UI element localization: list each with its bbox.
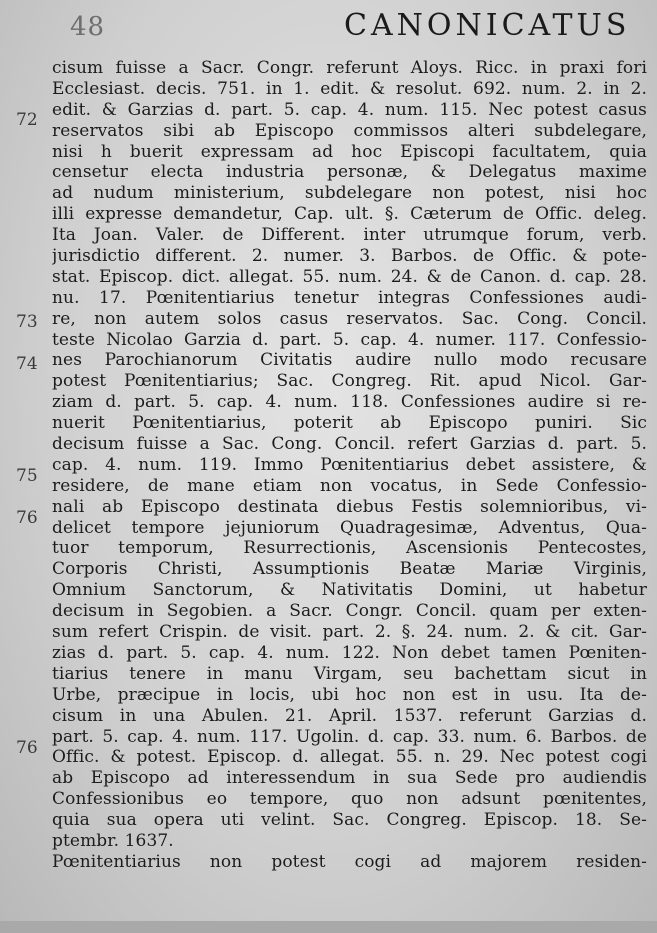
text-line: nes Parochianorum Civitatis audire nullo modo recusare bbox=[52, 350, 647, 371]
page-number: 48 bbox=[70, 12, 106, 42]
text-line: quia sua opera uti velint. Sac. Congreg. Episcop. 18. Se- bbox=[52, 810, 647, 831]
text-line: tuor temporum, Resurrectionis, Ascensionis Pentecostes, bbox=[52, 538, 647, 559]
text-line: residere, de mane etiam non vocatus, in Sede Confessio- bbox=[52, 475, 647, 496]
text-line: ziam d. part. 5. cap. 4. num. 118. Confessiones audire si re- bbox=[52, 392, 647, 413]
text-line: ad nudum ministerium, subdelegare non potest, nisi hoc bbox=[52, 183, 647, 204]
text-line: jurisdictio different. 2. numer. 3. Barbos. de Offic. & pote- bbox=[52, 246, 647, 267]
text-line: cisum fuisse a Sacr. Congr. referunt Aloys. Ricc. in praxi fori bbox=[52, 58, 647, 78]
text-line: nali ab Episcopo destinata diebus Festis solemnioribus, vi- bbox=[52, 496, 647, 517]
text-line: teste Nicolao Garzia d. part. 5. cap. 4. numer. 117. Confessio- bbox=[52, 329, 647, 350]
text-line: nuerit Pœnitentiarius, poterit ab Episcopo puniri. Sic bbox=[52, 413, 647, 434]
text-line: stat. Episcop. dict. allegat. 55. num. 24. & de Canon. d. cap. 28. bbox=[52, 266, 647, 287]
text-line: Ita Joan. Valer. de Different. inter utrumque forum, verb. bbox=[52, 225, 647, 246]
text-line: cap. 4. num. 119. Immo Pœnitentiarius debet assistere, & bbox=[52, 454, 647, 475]
text-line: sum refert Crispin. de visit. part. 2. §. 24. num. 2. & cit. Gar- bbox=[52, 622, 647, 643]
text-line: zias d. part. 5. cap. 4. num. 122. Non debet tamen Pœniten- bbox=[52, 642, 647, 663]
text-line: Offic. & potest. Episcop. d. allegat. 55. n. 29. Nec potest cogi bbox=[52, 747, 647, 768]
text-line: Corporis Christi, Assumptionis Beatæ Mariæ Virginis, bbox=[52, 559, 647, 580]
text-line: Ecclesiast. decis. 751. in 1. edit. & resolut. 692. num. 2. in 2. bbox=[52, 78, 647, 99]
text-line: cisum in una Abulen. 21. April. 1537. referunt Garzias d. bbox=[52, 705, 647, 726]
text-line: ab Episcopo ad interessendum in sua Sede pro audiendis bbox=[52, 768, 647, 789]
margin-number: 76 bbox=[16, 508, 38, 528]
text-line: decisum fuisse a Sac. Cong. Concil. refert Garzias d. part. 5. bbox=[52, 434, 647, 455]
text-line: decisum in Segobien. a Sacr. Congr. Concil. quam per exten- bbox=[52, 601, 647, 622]
text-line: potest Pœnitentiarius; Sac. Congreg. Rit. apud Nicol. Gar- bbox=[52, 371, 647, 392]
text-line: nu. 17. Pœnitentiarius tenetur integras Confessiones audi- bbox=[52, 287, 647, 308]
margin-number: 74 bbox=[16, 354, 38, 374]
text-line: Pœnitentiarius non potest cogi ad majorem residen- bbox=[52, 851, 647, 872]
page-bottom-edge bbox=[0, 921, 657, 933]
margin-number: 72 bbox=[16, 110, 38, 130]
text-line: Omnium Sanctorum, & Nativitatis Domini, ut habetur bbox=[52, 580, 647, 601]
text-line: Confessionibus eo tempore, quo non adsunt pœnitentes, bbox=[52, 789, 647, 810]
margin-number: 76 bbox=[16, 738, 38, 758]
text-line: edit. & Garzias d. part. 5. cap. 4. num. 115. Nec potest casus bbox=[52, 99, 647, 120]
text-line: tiarius tenere in manu Virgam, seu bachettam sicut in bbox=[52, 663, 647, 684]
margin-number: 73 bbox=[16, 312, 38, 332]
running-title: CANONICATUS bbox=[344, 8, 631, 43]
text-line: re, non autem solos casus reservatos. Sac. Cong. Concil. bbox=[52, 308, 647, 329]
text-line: ptembr. 1637. bbox=[52, 830, 174, 851]
margin-number: 75 bbox=[16, 466, 38, 486]
text-line: nisi h buerit expressam ad hoc Episcopi facultatem, quia bbox=[52, 141, 647, 162]
body-text bbox=[52, 58, 647, 873]
text-line: part. 5. cap. 4. num. 117. Ugolin. d. cap. 33. num. 6. Barbos. de bbox=[52, 726, 647, 747]
text-line: Urbe, præcipue in locis, ubi hoc non est in usu. Ita de- bbox=[52, 684, 647, 705]
text-line: illi expresse demandetur, Cap. ult. §. Cæterum de Offic. deleg. bbox=[52, 204, 647, 225]
text-line: censetur electa industria personæ, & Delegatus maxime bbox=[52, 162, 647, 183]
text-line: delicet tempore jejuniorum Quadragesimæ, Adventus, Qua- bbox=[52, 517, 647, 538]
text-line: reservatos sibi ab Episcopo commissos alteri subdelegare, bbox=[52, 120, 647, 141]
